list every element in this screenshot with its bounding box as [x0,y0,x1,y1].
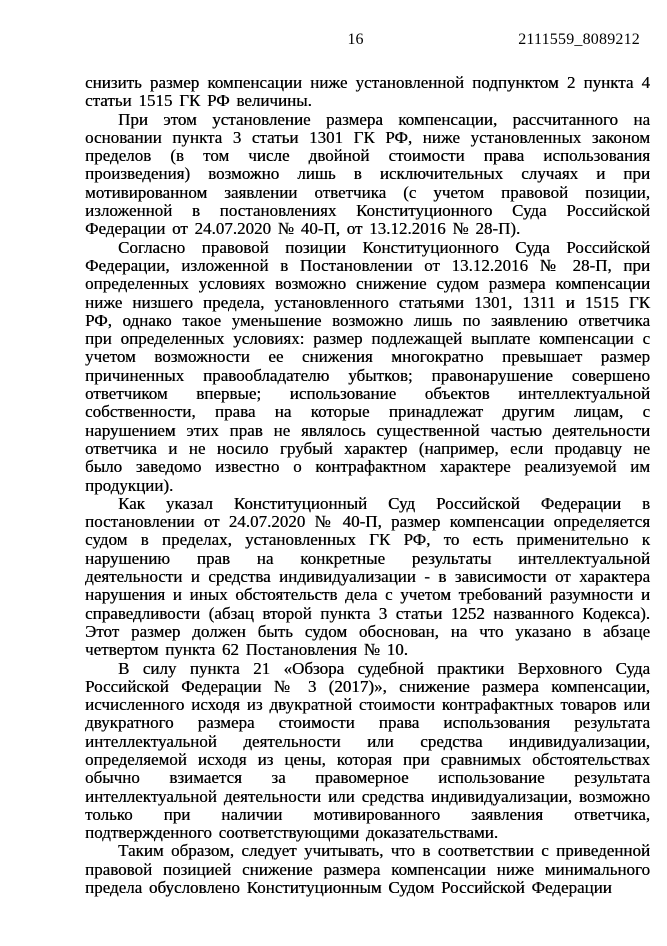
document-id: 2111559_8089212 [518,31,640,48]
paragraph: В силу пункта 21 «Обзора судебной практики Верховного Суда Российской Федерации № 3 (2017)», снижение размера компенсации, исчисленного исходя из двукратной стоимости контрафактных товаров или двукратного размера стоимости права использования результата интеллектуальной деятельности или средства индивидуализации, определяемой исходя из цены, которая при сравнимых обстоятельствах обычно взимается за правомерное использование результата интеллектуальной деятельности или средства индивидуализации, возможно только при наличии мотивированного заявления ответчика, подтвержденного соответствующими доказательствами. [85,658,650,843]
page-number: 16 [347,31,364,48]
paragraph: снизить размер компенсации ниже установленной подпунктом 2 пункта 4 статьи 1515 ГК РФ величины. [85,73,650,111]
paragraph: Как указал Конституционный Суд Российской Федерации в постановлении от 24.07.2020 № 40-П, размер компенсации определяется судом в пределах, установленных ГК РФ, то есть применительно к нарушению прав на конкретные результаты интеллектуальной деятельности и средства индивидуализации - в зависимости от характера нарушения и иных обстоятельств дела с учетом требований разумности и справедливости (абзац второй пункта 3 статьи 1252 названного Кодекса). Этот размер должен быть судом обоснован, на что указано в абзаце четвертом пункта 62 Постановления № 10. [85,493,650,660]
paragraph: При этом установление размера компенсации, рассчитанного на основании пункта 3 статьи 1301 ГК РФ, ниже установленных законом пределов (в том числе двойной стоимости права использования произведения) возможно лишь в исключительных случаях и при мотивированном заявлении ответчика (с учетом правовой позиции, изложенной в постановлениях Конституционного Суда Российской Федерации от 24.07.2020 № 40-П, от 13.12.2016 № 28-П). [85,109,650,239]
paragraph: Таким образом, следует учитывать, что в соответствии с приведенной правовой позицией снижение размера компенсации ниже минимального предела обусловлено Конституционным Судом Российской Федерации [85,841,650,898]
page-header [85,30,650,50]
paragraph: Согласно правовой позиции Конституционного Суда Российской Федерации, изложенной в Постановлении от 13.12.2016 № 28-П, при определенных условиях возможно снижение судом размера компенсации ниже низшего предела, установленного статьями 1301, 1311 и 1515 ГК РФ, однако такое уменьшение возможно лишь по заявлению ответчика при определенных условиях: размер подлежащей выплате компенсации с учетом возможности ее снижения многократно превышает размер причиненных правообладателю убытков; правонарушение совершено ответчиком впервые; использование объектов интеллектуальной собственности, права на которые принадлежат другим лицам, с нарушением этих прав не являлось существенной частью деятельности ответчика и не носило грубый характер (например, если продавцу не было заведомо известно о контрафактном характере реализуемой им продукции). [85,237,650,495]
document-body [85,74,650,897]
